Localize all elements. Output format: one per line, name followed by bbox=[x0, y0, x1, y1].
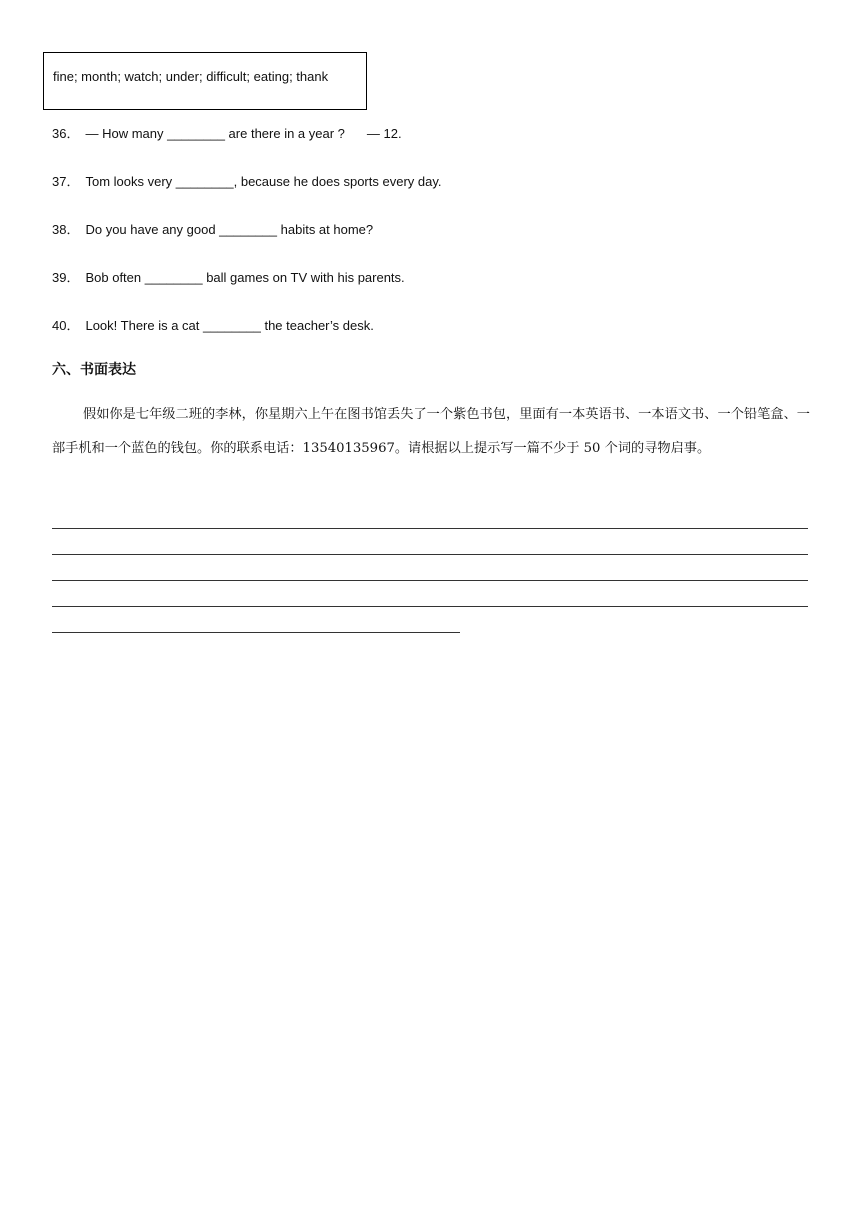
section-title: 六、书面表达 bbox=[52, 361, 136, 377]
question-36 bbox=[52, 123, 402, 142]
question-text: Look! There is a cat ________ the teacher’s desk. bbox=[85, 318, 374, 333]
writing-prompt: 假如你是七年级二班的李林，你星期六上午在图书馆丢失了一个紫色书包，里面有一本英语书、一本语文书、一个铅笔盒、一部手机和一个蓝色的钱包。你的联系电话：13540135967。请根据以上提示写一篇不少于 50 个词的寻物启事。 bbox=[52, 407, 810, 456]
word-bank-text: fine; month; watch; under; difficult; eating; thank bbox=[53, 69, 329, 84]
writing-line[interactable] bbox=[52, 554, 808, 555]
question-text: — How many ________ are there in a year ? bbox=[85, 126, 345, 141]
writing-line[interactable] bbox=[52, 528, 808, 529]
question-text: Tom looks very ________, because he does sports every day. bbox=[85, 174, 442, 189]
question-number: 38． bbox=[52, 222, 80, 237]
question-number: 40． bbox=[52, 318, 80, 333]
question-37 bbox=[52, 171, 442, 190]
question-text: Do you have any good ________ habits at home? bbox=[85, 222, 374, 237]
question-40 bbox=[52, 315, 374, 334]
question-39 bbox=[52, 267, 405, 286]
writing-line[interactable] bbox=[52, 632, 460, 633]
word-bank-box bbox=[43, 52, 367, 110]
question-text: Bob often ________ ball games on TV with his parents. bbox=[85, 270, 405, 285]
writing-line[interactable] bbox=[52, 606, 808, 607]
question-number: 37． bbox=[52, 174, 80, 189]
question-number: 39． bbox=[52, 270, 80, 285]
question-38 bbox=[52, 219, 373, 238]
question-answer: — 12. bbox=[366, 126, 402, 141]
writing-line[interactable] bbox=[52, 580, 808, 581]
question-number: 36． bbox=[52, 126, 80, 141]
